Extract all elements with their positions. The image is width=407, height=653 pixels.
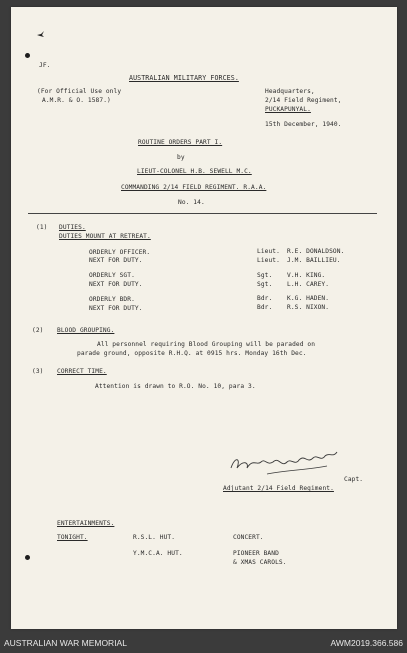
duties-subheading: DUTIES MOUNT AT RETREAT. [59,233,151,240]
event: CONCERT. [233,534,264,541]
duty-name: R.S. NIXON. [287,304,330,311]
duty-rank: Bdr. [257,295,273,302]
correct-time-line: Attention is drawn to R.O. No. 10, para 3. [95,383,256,390]
duty-name: R.E. DONALDSON. [287,248,345,255]
duty-rank: Sgt. [257,281,273,288]
blood-grouping-line-2: parade ground, opposite R.H.Q. at 0915 hrs. Monday 16th Dec. [77,350,307,357]
duty-name: V.H. KING. [287,272,326,279]
event: PIONEER BAND [233,550,279,557]
commander-name: LIEUT-COLONEL H.B. SEWELL M.C. [137,168,252,175]
hq-line-1: Headquarters, [265,88,315,95]
duty-rank: Sgt. [257,272,273,279]
section-2-number: (2) [32,327,44,334]
hq-line-3: PUCKAPUNYAL. [265,106,311,113]
venue: Y.M.C.A. HUT. [133,550,183,557]
duty-rank: Bdr. [257,304,273,311]
footer-bar [0,636,407,650]
blood-grouping-heading: BLOOD GROUPING. [57,327,115,334]
footer-accession-number: AWM2019.366.586 [330,638,403,648]
duty-name: J.M. BAILLIEU. [287,257,341,264]
punch-hole [25,53,30,58]
duty-role: ORDERLY SGT. [89,272,135,279]
venue: R.S.L. HUT. [133,534,176,541]
duty-role: ORDERLY BDR. [89,296,135,303]
blood-grouping-line-1: All personnel requiring Blood Grouping will be paraded on [97,341,316,348]
routine-orders-title: ROUTINE ORDERS PART I. [138,139,223,146]
file-ref: JF. [39,62,51,69]
handwritten-signature [227,440,343,478]
official-use-line-1: (For Official Use only [37,88,122,95]
duties-heading: DUTIES. [59,224,86,231]
correct-time-heading: CORRECT TIME. [57,368,107,375]
document-page [11,7,397,629]
punch-hole [25,555,30,560]
command-line: COMMANDING 2/14 FIELD REGIMENT. R.A.A. [121,184,267,191]
bird-mark-icon [37,31,45,39]
signature-rank: Capt. [344,476,364,483]
section-3-number: (3) [32,368,44,375]
hq-line-2: 2/14 Field Regiment, [265,97,342,104]
divider [28,213,377,214]
footer-source: AUSTRALIAN WAR MEMORIAL [4,638,127,648]
duty-name: L.H. CAREY. [287,281,330,288]
duty-role: ORDERLY OFFICER. [89,249,151,256]
duty-rank: Lieut. [257,248,280,255]
duty-role: NEXT FOR DUTY. [89,281,143,288]
entertainments-heading: ENTERTAINMENTS. [57,520,115,527]
signature-title: Adjutant 2/14 Field Regiment. [223,485,334,492]
event: & XMAS CAROLS. [233,559,287,566]
org-title: AUSTRALIAN MILITARY FORCES. [129,74,239,82]
duty-role: NEXT FOR DUTY. [89,305,143,312]
order-date: 15th December, 1940. [265,121,342,128]
order-number: No. 14. [178,199,205,206]
section-1-number: (1) [36,224,48,231]
official-use-line-2: A.M.R. & O. 1587.) [42,97,111,104]
duty-name: K.G. HADEN. [287,295,330,302]
duty-rank: Lieut. [257,257,280,264]
by-text: by [177,154,185,161]
entertainments-day: TONIGHT. [57,534,88,541]
duty-role: NEXT FOR DUTY. [89,257,143,264]
